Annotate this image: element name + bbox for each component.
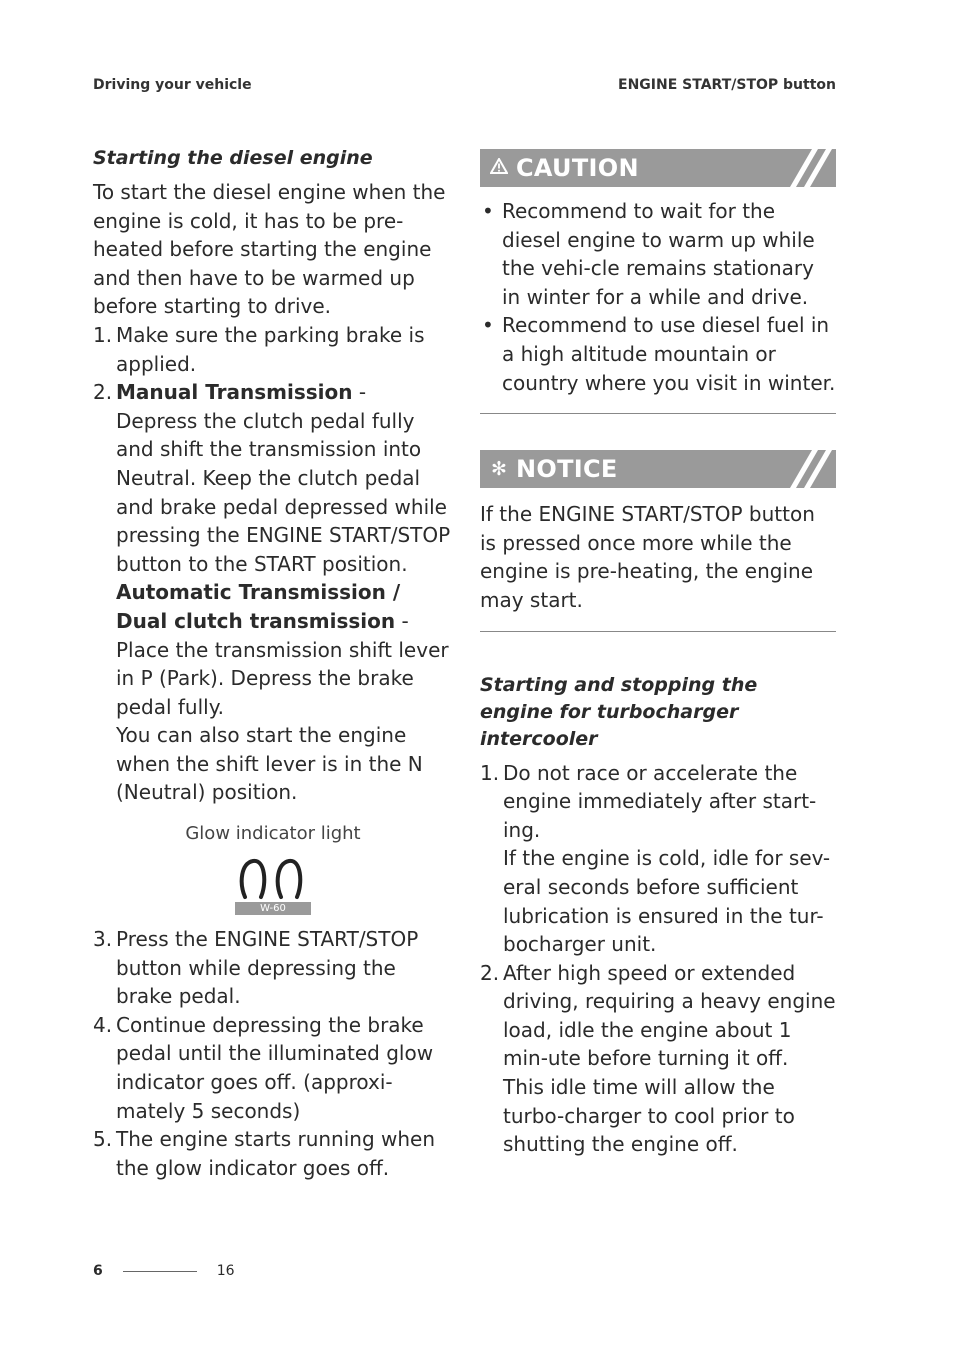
banner-stripes-decoration xyxy=(776,149,836,187)
running-header-left: Driving your vehicle xyxy=(93,77,252,93)
steps-list-cont xyxy=(93,925,453,1182)
notice-text: If the ENGINE START/STOP button is pressed once more while the engine is pre-heating, the engine may start. xyxy=(480,502,815,612)
figure-tag: W-60 xyxy=(235,902,311,915)
glow-indicator-icon xyxy=(235,853,311,915)
step-3: 3. Press the ENGINE START/STOP button while depressing the brake pedal. xyxy=(93,927,419,1009)
caution-item: • Recommend to wait for the diesel engine to warm up while the vehi-cle remains stationary in winter for a while and drive. xyxy=(482,199,815,309)
step-5: 5. The engine starts running when the glow indicator goes off. xyxy=(93,1127,436,1180)
caution-banner xyxy=(480,149,836,187)
page-number: 16 xyxy=(216,1263,235,1279)
steps-list xyxy=(93,321,453,807)
step-4: 4. Continue depressing the brake pedal until the illuminated glow indicator goes off. (approxi-mately 5 seconds) xyxy=(93,1012,434,1123)
right-column xyxy=(480,149,836,1159)
step-1: 1. Make sure the parking brake is applied. xyxy=(93,322,425,376)
divider xyxy=(480,631,836,632)
caution-item: • Recommend to use diesel fuel in a high altitude mountain or country where you visit in winter. xyxy=(482,313,836,395)
step-2: 2. Manual Transmission - Depress the clutch pedal fully and shift the transmission into Neutral. Keep the clutch pedal and brake pedal depressed while pressing the ENGINE START/STOP button to the START position. Automatic Transmission / Dual clutch transmission - Place the transmission shift lever in P (Park). Depress the brake pedal fully. You can also start the engine when the shift lever is in the N (Neutral) position. xyxy=(93,380,451,805)
caution-label: CAUTION xyxy=(516,154,639,182)
banner-stripes-decoration xyxy=(776,450,836,488)
glow-indicator-figure xyxy=(93,821,453,915)
intro-paragraph: To start the diesel engine when the engine is cold, it has to be pre-heated before starting the engine and then have to be warmed up before starting to drive. xyxy=(93,180,446,319)
turbo-steps-list xyxy=(480,759,836,1159)
asterisk-icon: ✻ xyxy=(491,458,507,481)
warning-triangle-icon xyxy=(488,157,510,179)
notice-label: NOTICE xyxy=(516,455,618,484)
divider xyxy=(480,413,836,414)
turbo-step-2: 2. After high speed or extended driving, requiring a heavy engine load, idle the engine about 1 min-ute before turning it off. This idle time will allow the turbo-charger to cool prior to shutting the engine off. xyxy=(480,960,836,1157)
chapter-number: 6 xyxy=(93,1263,103,1279)
manual-transmission-label: Manual Transmission xyxy=(116,380,353,405)
footer-rule xyxy=(123,1271,197,1272)
running-header-right: ENGINE START/STOP button xyxy=(618,77,836,93)
section-title-turbo: Starting and stopping the engine for turbocharger intercooler xyxy=(480,673,758,750)
figure-caption: Glow indicator light xyxy=(185,823,361,845)
left-column xyxy=(93,145,453,1182)
automatic-transmission-label: Automatic Transmission / Dual clutch transmission xyxy=(116,580,401,633)
page-footer xyxy=(93,1263,235,1279)
caution-list xyxy=(480,197,836,397)
section-title-diesel: Starting the diesel engine xyxy=(93,147,373,169)
notice-banner xyxy=(480,450,836,488)
turbo-step-1: 1. Do not race or accelerate the engine immediately after start-ing. If the engine is cold, idle for sev-eral seconds before sufficient lubrication is ensured in the tur-bocharger unit. xyxy=(480,760,831,957)
